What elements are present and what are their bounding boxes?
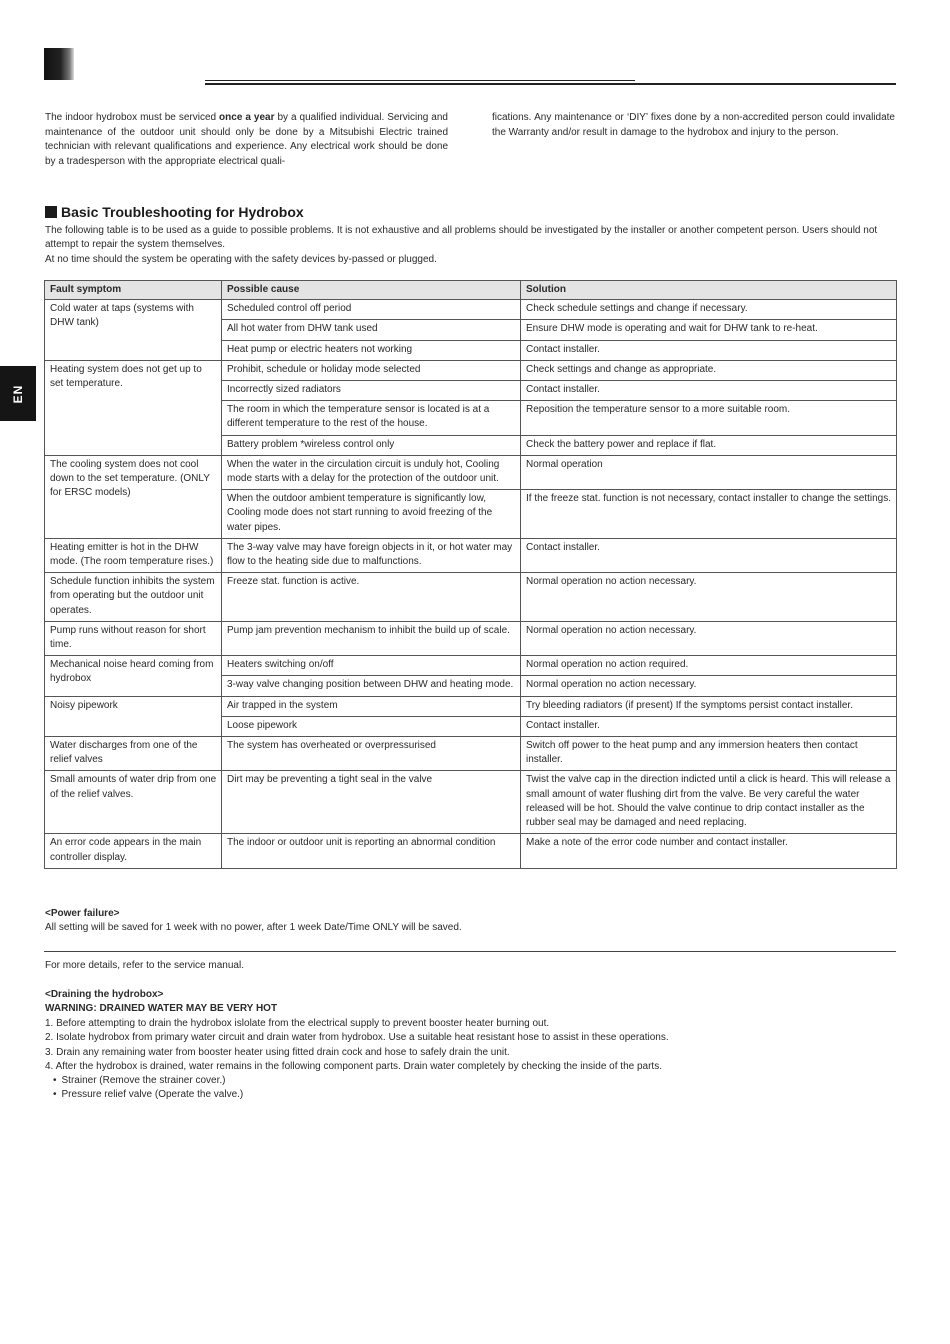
solution-cell: Contact installer. <box>521 716 897 736</box>
solution-cell: Ensure DHW mode is operating and wait for DHW tank to re-heat. <box>521 320 897 340</box>
fault-symptom-cell: Pump runs without reason for short time. <box>45 621 222 655</box>
draining-step: 2. Isolate hydrobox from primary water circuit and drain water from hydrobox. Use a suitable heat resistant hose to assist in these operations. <box>45 1032 669 1044</box>
intro-right-column: fications. Any maintenance or ‘DIY’ fixes done by a non-accredited person could invalidate the Warranty and/or result in damage to the hydrobox and injury to the person. <box>492 112 895 138</box>
section-description-line-1: The following table is to be used as a guide to possible problems. It is not exhaustive and all problems should be investigated by the installer or another competent person. Users should not attempt to repair the system themselves. <box>45 225 878 251</box>
possible-cause-cell: When the outdoor ambient temperature is significantly low, Cooling mode does not start running to avoid freezing of the water pipes. <box>222 490 521 539</box>
solution-cell: Contact installer. <box>521 340 897 360</box>
possible-cause-cell: Scheduled control off period <box>222 300 521 320</box>
section-heading-text: Basic Troubleshooting for Hydrobox <box>61 204 304 220</box>
troubleshooting-table <box>44 280 897 869</box>
solution-cell: Contact installer. <box>521 381 897 401</box>
table-row <box>45 834 897 868</box>
intro-left-bold: once a year <box>219 112 275 123</box>
section-heading <box>45 204 304 220</box>
separator-rule <box>44 951 896 952</box>
header-rule-thin <box>205 80 635 81</box>
table-row <box>45 771 897 834</box>
solution-cell: Normal operation no action required. <box>521 656 897 676</box>
table-row <box>45 455 897 489</box>
table-row <box>45 621 897 655</box>
solution-cell: Check settings and change as appropriate. <box>521 360 897 380</box>
solution-cell: Check schedule settings and change if necessary. <box>521 300 897 320</box>
fault-symptom-cell: Small amounts of water drip from one of the relief valves. <box>45 771 222 834</box>
possible-cause-cell: Air trapped in the system <box>222 696 521 716</box>
draining-component-list <box>53 1074 243 1103</box>
fault-symptom-cell: Schedule function inhibits the system from operating but the outdoor unit operates. <box>45 573 222 622</box>
possible-cause-cell: The 3-way valve may have foreign objects in it, or hot water may flow to the heating side due to malfunctions. <box>222 538 521 572</box>
fault-symptom-cell: An error code appears in the main controller display. <box>45 834 222 868</box>
draining-steps <box>45 1017 669 1075</box>
possible-cause-cell: The room in which the temperature sensor is located is at a different temperature to the rest of the house. <box>222 401 521 435</box>
table-header-row <box>45 281 897 300</box>
draining-step: 3. Drain any remaining water from booster heater using fitted drain cock and hose to safely drain the unit. <box>45 1046 510 1058</box>
table-row <box>45 538 897 572</box>
draining-component-item: • Pressure relief valve (Operate the valve.) <box>53 1088 243 1102</box>
possible-cause-cell: The system has overheated or overpressurised <box>222 737 521 771</box>
table-row <box>45 656 897 676</box>
possible-cause-cell: Battery problem *wireless control only <box>222 435 521 455</box>
solution-cell: Normal operation <box>521 455 897 489</box>
possible-cause-cell: The indoor or outdoor unit is reporting an abnormal condition <box>222 834 521 868</box>
table-row <box>45 360 897 380</box>
solution-cell: Reposition the temperature sensor to a more suitable room. <box>521 401 897 435</box>
power-failure-text: All setting will be saved for 1 week with no power, after 1 week Date/Time ONLY will be saved. <box>45 922 462 933</box>
square-bullet-icon <box>45 206 57 218</box>
header-black-block <box>44 48 74 80</box>
header-fault-symptom: Fault symptom <box>45 281 222 300</box>
possible-cause-cell: All hot water from DHW tank used <box>222 320 521 340</box>
solution-cell: Normal operation no action necessary. <box>521 621 897 655</box>
service-manual-note: For more details, refer to the service manual. <box>45 960 244 971</box>
fault-symptom-cell: Heating system does not get up to set temperature. <box>45 360 222 455</box>
fault-symptom-cell: Mechanical noise heard coming from hydrobox <box>45 656 222 696</box>
draining-step: 4. After the hydrobox is drained, water remains in the following component parts. Drain water completely by checking the inside of the parts. <box>45 1061 662 1073</box>
intro-left-end: by a qualified individual. Servicing and maintenance of the outdoor unit should only be done by a Mitsubishi Electric trained technician with relevant qualifications and experience. Any electrical work should be done by a tradesperson with the appropriate electrical quali- <box>45 112 448 167</box>
possible-cause-cell: Prohibit, schedule or holiday mode selected <box>222 360 521 380</box>
possible-cause-cell: Heaters switching on/off <box>222 656 521 676</box>
intro-left-start: The indoor hydrobox must be serviced <box>45 112 220 123</box>
possible-cause-cell: Heat pump or electric heaters not working <box>222 340 521 360</box>
intro-left-column <box>45 111 448 169</box>
draining-component-item: • Strainer (Remove the strainer cover.) <box>53 1074 243 1088</box>
solution-cell: If the freeze stat. function is not necessary, contact installer to change the settings. <box>521 490 897 539</box>
fault-symptom-cell: Water discharges from one of the relief valves <box>45 737 222 771</box>
table-row <box>45 573 897 622</box>
draining-step: 1. Before attempting to drain the hydrobox islolate from the electrical supply to prevent booster heater burning out. <box>45 1018 550 1029</box>
possible-cause-cell: When the water in the circulation circuit is unduly hot, Cooling mode starts with a delay for the protection of the outdoor unit. <box>222 455 521 489</box>
solution-cell: Try bleeding radiators (if present) If the symptoms persist contact installer. <box>521 696 897 716</box>
draining-warning: WARNING: DRAINED WATER MAY BE VERY HOT <box>45 1003 278 1014</box>
solution-cell: Normal operation no action necessary. <box>521 573 897 622</box>
solution-cell: Check the battery power and replace if flat. <box>521 435 897 455</box>
solution-cell: Contact installer. <box>521 538 897 572</box>
section-description-line-2: At no time should the system be operating with the safety devices by-passed or plugged. <box>45 253 437 265</box>
table-row <box>45 696 897 716</box>
fault-symptom-cell: Heating emitter is hot in the DHW mode. (The room temperature rises.) <box>45 538 222 572</box>
solution-cell: Twist the valve cap in the direction indicted until a click is heard. This will release a small amount of water flushing dirt from the valve. Be very careful the water released will be hot. Should the valve continue to drip contact installer as the rubber seal may be damaged and need replacing. <box>521 771 897 834</box>
header-solution: Solution <box>521 281 897 300</box>
header-possible-cause: Possible cause <box>222 281 521 300</box>
draining-title: <Draining the hydrobox> <box>45 989 164 1000</box>
fault-symptom-cell: Noisy pipework <box>45 696 222 736</box>
possible-cause-cell: 3-way valve changing position between DHW and heating mode. <box>222 676 521 696</box>
solution-cell: Switch off power to the heat pump and any immersion heaters then contact installer. <box>521 737 897 771</box>
solution-cell: Normal operation no action necessary. <box>521 676 897 696</box>
possible-cause-cell: Loose pipework <box>222 716 521 736</box>
possible-cause-cell: Dirt may be preventing a tight seal in the valve <box>222 771 521 834</box>
language-side-tab-label: EN <box>10 384 25 403</box>
table-row <box>45 737 897 771</box>
power-failure-title: <Power failure> <box>45 908 120 919</box>
possible-cause-cell: Pump jam prevention mechanism to inhibit the build up of scale. <box>222 621 521 655</box>
possible-cause-cell: Incorrectly sized radiators <box>222 381 521 401</box>
header-rule <box>205 83 896 85</box>
section-description <box>45 224 896 267</box>
fault-symptom-cell: Cold water at taps (systems with DHW tank) <box>45 300 222 361</box>
possible-cause-cell: Freeze stat. function is active. <box>222 573 521 622</box>
solution-cell: Make a note of the error code number and contact installer. <box>521 834 897 868</box>
language-side-tab <box>0 366 36 421</box>
table-row <box>45 300 897 320</box>
troubleshooting-table-body <box>45 300 897 869</box>
fault-symptom-cell: The cooling system does not cool down to the set temperature. (ONLY for ERSC models) <box>45 455 222 538</box>
